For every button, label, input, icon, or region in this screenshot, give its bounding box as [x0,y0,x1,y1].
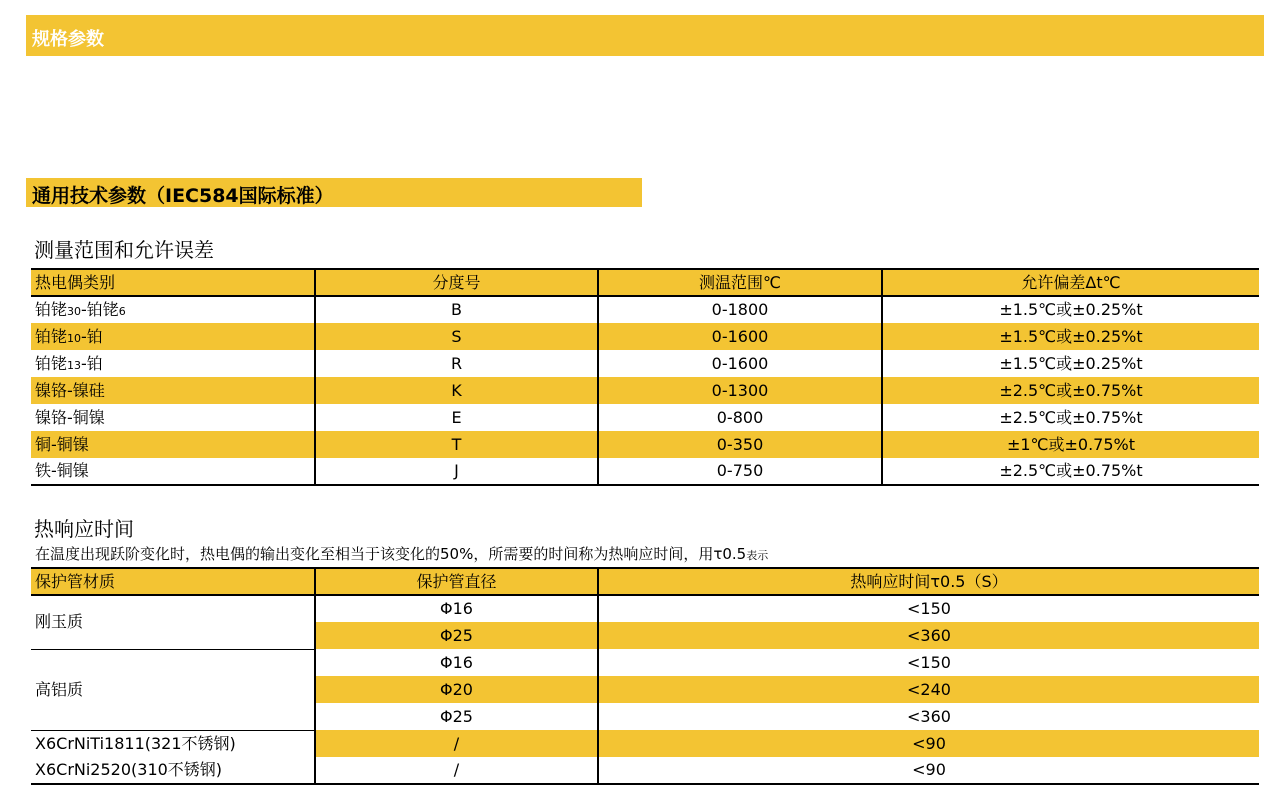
material-cell: X6CrNiTi1811(321不锈钢) [31,730,315,757]
range-table [31,268,1259,486]
time-cell: <90 [598,730,1259,757]
tol-cell: ±2.5℃或±0.75%t [882,458,1259,485]
time-cell: <150 [907,599,951,618]
type-cell: 铂铑13-铂 [31,350,315,377]
tol-cell: ±1.5℃或±0.25%t [999,300,1143,319]
range-cell: 0-1600 [598,323,882,350]
table-row [31,757,1259,784]
response-table-header [31,568,1259,595]
table-row [31,649,1259,676]
material-cell: 刚玉质 [31,595,315,649]
response-note-text: 在温度出现跃阶变化时，热电偶的输出变化至相当于该变化的50%，所需要的时间称为热响应时间，用τ0.5 [35,545,747,563]
range-cell: 0-800 [598,404,882,431]
spec-header-title: 规格参数 [32,29,104,50]
range-table-header [31,269,1259,296]
col-tol-header: 允许偏差Δt℃ [882,269,1259,296]
section-title: 通用技术参数（IEC584国际标准） [32,185,334,207]
time-cell: <360 [907,706,951,726]
col-time-header: 热响应时间τ0.5（S） [598,568,1259,595]
table-row [31,377,1259,404]
grade-cell: R [315,350,598,377]
type-cell: 镍铬-铜镍 [31,404,315,431]
table-row [31,404,1259,431]
diameter-cell: Φ20 [315,676,598,703]
table-row [31,431,1259,458]
range-cell: 0-750 [598,458,882,485]
range-cell: 0-350 [598,431,882,458]
table-row [31,323,1259,350]
table-row [31,350,1259,377]
tol-cell: ±1.5℃或±0.25%t [999,353,1143,373]
range-cell: 0-1800 [598,296,882,323]
type-cell: 铁-铜镍 [31,458,315,485]
diameter-cell: Φ25 [315,622,598,649]
time-cell: <90 [598,757,1259,784]
table-row [31,595,1259,622]
response-table [31,567,1259,785]
type-cell: 镍铬-镍硅 [31,377,315,404]
diameter-cell: Φ25 [315,703,598,730]
col-range-header: 测温范围℃ [598,269,882,296]
material-cell: X6CrNi2520(310不锈钢) [31,757,315,784]
range-cell: 0-1300 [598,377,882,404]
table-row [31,458,1259,485]
grade-cell: B [315,296,598,323]
response-heading: 热响应时间 [34,517,134,541]
type-cell: 铂铑30-铂铑6 [31,296,315,323]
tol-cell: ±1℃或±0.75%t [882,431,1259,458]
diameter-cell: Φ16 [315,649,598,676]
col-type-header: 热电偶类别 [31,269,315,296]
tol-cell: ±1.5℃或±0.25%t [882,323,1259,350]
section-title-bar [26,178,642,207]
table-row [31,730,1259,757]
spec-header-bar [26,15,1264,56]
tol-cell: ±2.5℃或±0.75%t [999,407,1143,427]
grade-cell: S [315,323,598,350]
tol-cell: ±2.5℃或±0.75%t [882,377,1259,404]
response-note [35,543,768,564]
type-cell: 铂铑10-铂 [31,323,315,350]
grade-cell: T [315,431,598,458]
col-material-header: 保护管材质 [31,568,315,595]
material-cell: 高铝质 [31,649,315,730]
grade-cell: J [315,458,598,485]
diameter-cell: Φ16 [315,595,598,622]
table-row [31,296,1259,323]
diameter-cell: / [315,730,598,757]
range-heading: 测量范围和允许误差 [34,238,214,262]
col-diameter-header: 保护管直径 [315,568,598,595]
diameter-cell: / [315,757,598,784]
time-cell: <150 [907,652,951,672]
time-cell: <240 [598,676,1259,703]
time-cell: <360 [598,622,1259,649]
grade-cell: K [315,377,598,404]
response-note-suffix: 表示 [746,549,769,562]
col-grade-header: 分度号 [315,269,598,296]
grade-cell: E [315,404,598,431]
type-cell: 铜-铜镍 [31,431,315,458]
range-cell: 0-1600 [598,350,882,377]
